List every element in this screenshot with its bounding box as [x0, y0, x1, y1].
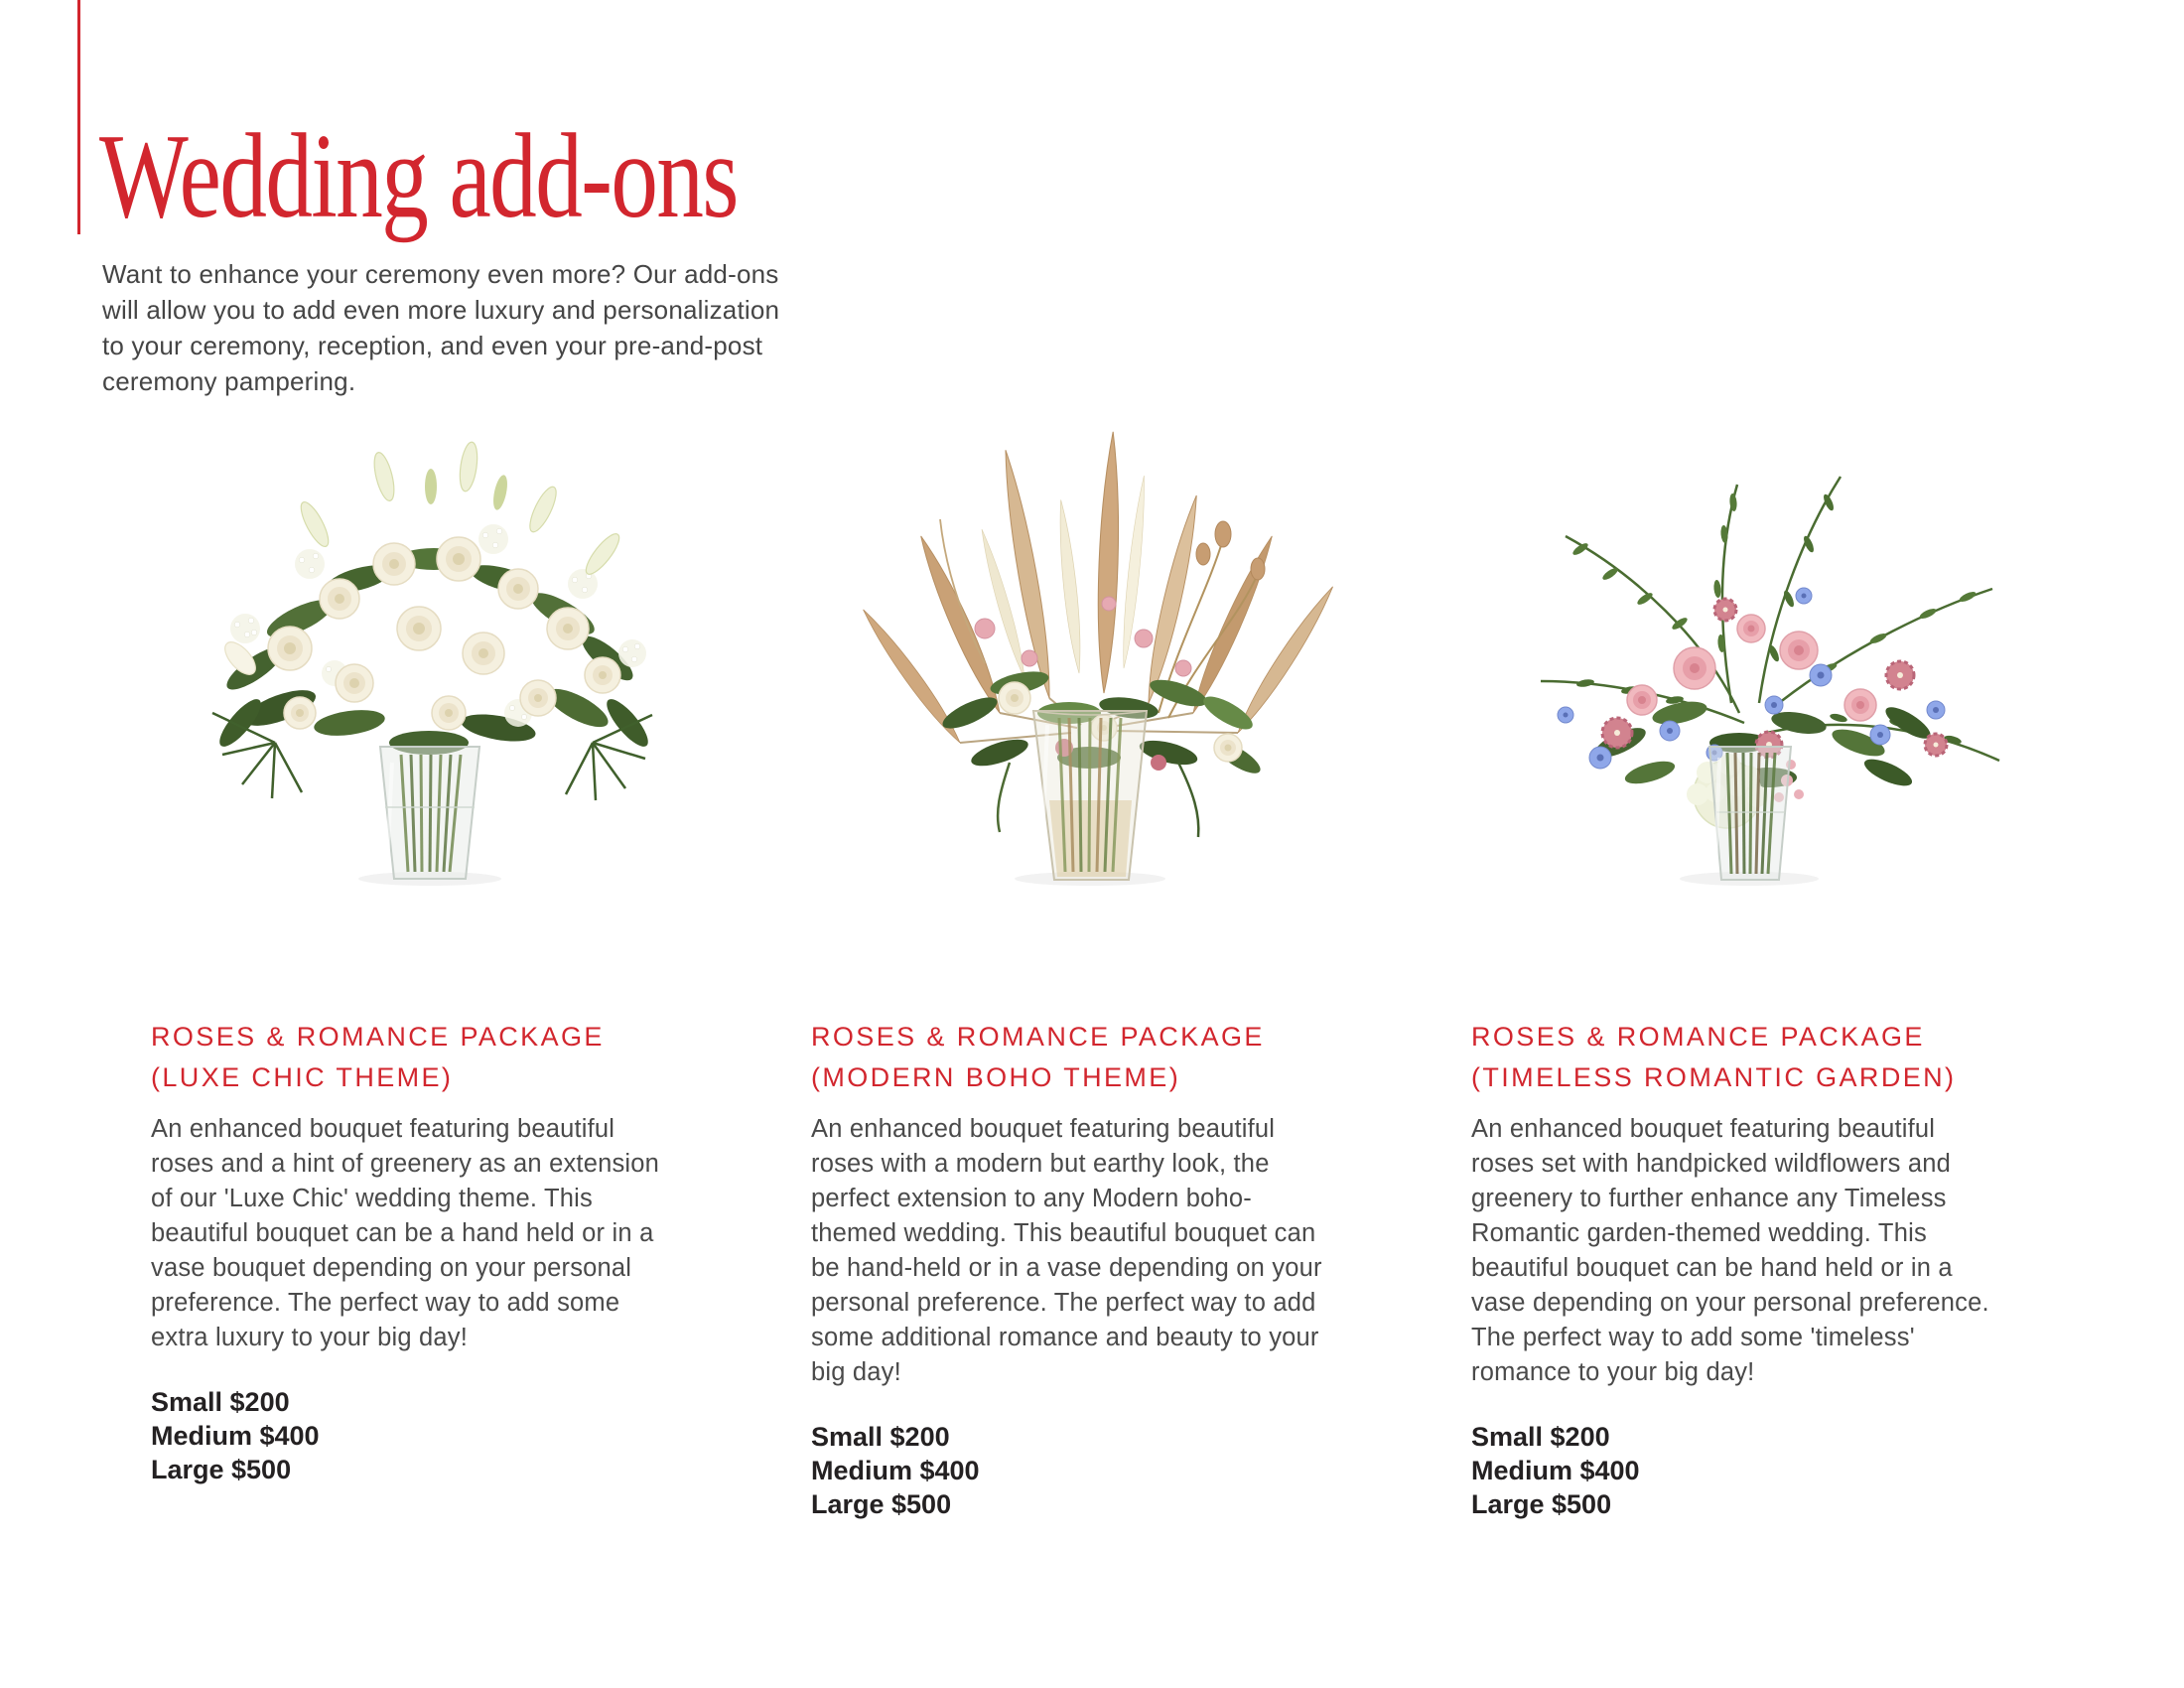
astilbe-spikes	[977, 476, 1150, 680]
price-small: Small $200	[151, 1387, 290, 1417]
price-small: Small $200	[1471, 1422, 1610, 1452]
price-list	[811, 1420, 1367, 1521]
price-medium: Medium $400	[151, 1421, 320, 1451]
package-theme: (MODERN BOHO THEME)	[811, 1062, 1181, 1092]
price-large: Large $500	[1471, 1489, 1612, 1519]
bouquet-image-modern-boho	[811, 415, 1367, 890]
package-description: An enhanced bouquet featuring beautiful roses and a hint of greenery as an extension of our 'Luxe Chic' wedding theme. This beautiful bouquet can be a hand held or in a vase bouquet depending on your personal preference. The perfect way to add some extra luxury to your big day!	[151, 1115, 660, 1351]
package-heading	[151, 1017, 707, 1098]
package-card-modern-boho	[811, 415, 1367, 1521]
price-list	[1471, 1420, 2027, 1521]
package-theme: (TIMELESS ROMANTIC GARDEN)	[1471, 1062, 1957, 1092]
package-heading	[811, 1017, 1367, 1098]
package-description: An enhanced bouquet featuring beautiful roses set with handpicked wildflowers and greenery to further enhance any Timeless Romantic garden-themed wedding. This beautiful bouquet can be hand held or in a vase depending on your personal preference. The perfect way to add some 'timeless' romance to your big day!	[1471, 1115, 1989, 1386]
arching-branches	[1541, 477, 1999, 761]
package-theme: (LUXE CHIC THEME)	[151, 1062, 454, 1092]
glass-vase	[1709, 747, 1791, 880]
price-small: Small $200	[811, 1422, 950, 1452]
package-card-timeless-garden	[1471, 415, 2027, 1521]
price-large: Large $500	[151, 1455, 292, 1484]
bouquet-image-timeless-garden	[1471, 415, 2027, 890]
bouquet-image-luxe-chic	[151, 415, 707, 890]
package-card-luxe-chic	[151, 415, 707, 1521]
packages-grid	[151, 415, 2027, 1521]
price-medium: Medium $400	[811, 1456, 980, 1485]
price-large: Large $500	[811, 1489, 952, 1519]
page-title: Wedding add-ons	[99, 109, 738, 243]
pampas-plumes	[858, 432, 1339, 748]
pink-roses	[1627, 615, 1876, 721]
price-medium: Medium $400	[1471, 1456, 1640, 1485]
glass-vase	[1033, 711, 1147, 880]
package-name: ROSES & ROMANCE PACKAGE	[811, 1022, 1265, 1052]
package-description: An enhanced bouquet featuring beautiful roses with a modern but earthy look, the perfect extension to any Modern boho-themed wedding. This beautiful bouquet can be hand-held or in a vase depending on your personal preference. The perfect way to add some additional romance and beauty to your big day!	[811, 1115, 1322, 1386]
package-name: ROSES & ROMANCE PACKAGE	[1471, 1022, 1925, 1052]
package-heading	[1471, 1017, 2027, 1098]
intro-paragraph: Want to enhance your ceremony even more? Our add-ons will allow you to add even more luxury and personalization to your ceremony, reception, and even your pre-and-post ceremony pampering.	[102, 259, 780, 396]
package-name: ROSES & ROMANCE PACKAGE	[151, 1022, 605, 1052]
accent-line	[77, 0, 80, 234]
glass-vase	[380, 747, 479, 879]
pink-chrysanthemums	[1602, 599, 1947, 758]
price-list	[151, 1385, 707, 1486]
